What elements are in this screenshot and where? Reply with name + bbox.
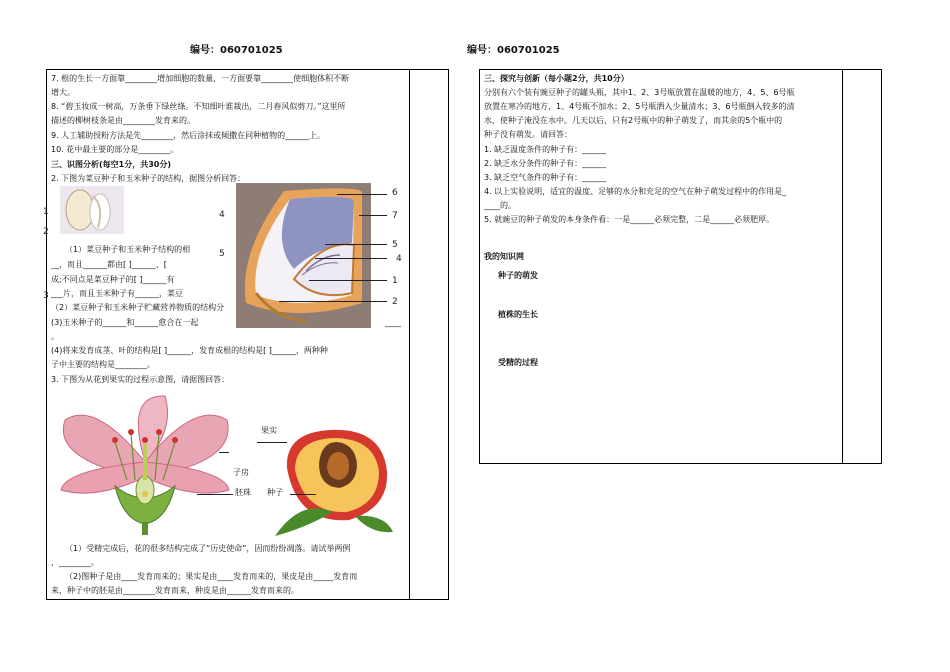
corn-pointer-2 bbox=[279, 301, 387, 302]
question-10: 10. 花中最主要的部分是________。 bbox=[51, 145, 179, 154]
corn-pointer-4 bbox=[315, 258, 387, 259]
label-ovary: 子房 bbox=[233, 468, 249, 477]
flower-pointer-ovary bbox=[219, 452, 229, 453]
part-3-line2: 。 bbox=[51, 332, 59, 341]
corn-pointer-7 bbox=[359, 215, 387, 216]
figure-3-intro: 3. 下图为从花到果实的过程示意图，请据图回答： bbox=[51, 375, 230, 384]
bean-label-2: 2 bbox=[43, 227, 49, 237]
right-worksheet-table bbox=[479, 69, 882, 464]
inquiry-question-4-line1: 4. 以上实验说明，适宜的温度、足够的水分和充足的空气在种子萌发过程中的作用是_ bbox=[484, 187, 787, 196]
inquiry-intro-line4: 种子没有萌发。请回答： bbox=[484, 130, 572, 139]
flower-question-2-line2: 来，种子中的胚是由________发育而来，种皮是由______发育而来的。 bbox=[51, 586, 299, 595]
bean-seed-illustration bbox=[60, 186, 124, 234]
corn-pointer-6 bbox=[337, 194, 387, 195]
part-3-line1: (3)玉米种子的______和______愈合在一起 bbox=[51, 318, 199, 327]
fruit-pointer-seed bbox=[290, 494, 316, 495]
part-1-line1: （1）菜豆种子和玉米种子结构的相 bbox=[65, 245, 191, 254]
corn-label-1: 1 bbox=[392, 276, 398, 286]
corn-label-6: 6 bbox=[392, 188, 398, 198]
label-fruit: 果实 bbox=[261, 426, 277, 435]
inquiry-question-5: 5. 就豌豆的种子萌发的本身条件看：一是______必须完整，二是______必须肥厚。 bbox=[484, 215, 775, 224]
corn-label-left-4: 4 bbox=[219, 210, 225, 220]
question-8-line2: 描述的柳树枝条是由________发育来的。 bbox=[51, 116, 195, 125]
inquiry-question-4-line2: ____的。 bbox=[484, 201, 516, 210]
inquiry-intro-line2: 放置在寒冷的地方，1、4号瓶不加水；2、5号瓶洒入少量清水；3、6号瓶倒入较多的清 bbox=[484, 102, 795, 111]
bean-label-1: 1 bbox=[43, 207, 49, 217]
label-seed: 种子 bbox=[267, 488, 283, 497]
flower-illustration bbox=[55, 390, 235, 535]
figure-2-intro: 2. 下图为菜豆种子和玉米种子的结构，据图分析回答： bbox=[51, 174, 246, 183]
flower-question-2-line1: （2)图种子是由____发育而来的；果实是由____发育而来的，果皮是由_____发育而 bbox=[65, 572, 358, 581]
part-3-line1-tail: ____ bbox=[385, 318, 401, 327]
document-code-right: 编号：060701025 bbox=[467, 45, 560, 56]
knowledge-network-heading: 我的知识网 bbox=[484, 252, 524, 261]
flower-question-1-line1: （1）受精完成后，花的很多结构完成了“历史使命”，因而纷纷凋落。请试举两例 bbox=[65, 544, 351, 553]
part-2-line: （2）菜豆种子和玉米种子贮藏营养物质的结构分 bbox=[51, 303, 225, 312]
flower-pointer-ovule bbox=[197, 494, 233, 495]
flower-question-1-line2: ，________。 bbox=[51, 558, 99, 567]
corn-label-4: 4 bbox=[396, 254, 402, 264]
bean-label-3: 3 bbox=[43, 291, 49, 301]
knowledge-item-fertilization: 受精的过程 bbox=[498, 358, 538, 367]
corn-label-left-5: 5 bbox=[219, 249, 225, 259]
inquiry-section-heading: 三、探究与创新（每小题2分，共10分） bbox=[484, 74, 629, 83]
question-9: 9. 人工辅助授粉方法是先________，然后涂抹或倾撒在同种植物的______上。 bbox=[51, 131, 326, 140]
left-worksheet-table bbox=[43, 69, 449, 600]
fruit-illustration bbox=[275, 428, 410, 538]
corn-label-7: 7 bbox=[392, 211, 398, 221]
question-7-line2: 增大。 bbox=[51, 88, 75, 97]
corn-label-5: 5 bbox=[392, 240, 398, 250]
part-1-line3: 成;不同点是菜豆种子的[ ]______有 bbox=[51, 275, 175, 284]
section-3-heading: 三、识图分析(每空1分，共30分) bbox=[51, 160, 172, 169]
corn-label-2: 2 bbox=[392, 297, 398, 307]
inquiry-question-1: 1. 缺乏温度条件的种子有：______ bbox=[484, 145, 607, 154]
part-4-line2: 子中主要的结构是________。 bbox=[51, 360, 155, 369]
part-1-line4: ___片，而且玉米种子有______，菜豆 bbox=[51, 289, 183, 298]
inquiry-intro-line1: 分别有六个装有豌豆种子的罐头瓶，其中1、2、3号瓶放置在温暖的地方，4、5、6号瓶 bbox=[484, 88, 795, 97]
corn-seed-illustration bbox=[236, 183, 371, 328]
label-ovule: 胚珠 bbox=[235, 488, 251, 497]
question-8-line1: 8. “碧玉妆成一树高，万条垂下绿丝绦。不知细叶谁裁出，二月春风似剪刀。”这里所 bbox=[51, 102, 346, 111]
part-1-line2: __，而且______都由[ ]______、[ bbox=[51, 260, 167, 269]
right-table-column-divider bbox=[842, 70, 843, 463]
part-4-line1: (4)将来发育成茎、叶的结构是[ ]______，发育成根的结构是[ ]______，两种种 bbox=[51, 346, 328, 355]
inquiry-intro-line3: 水，使种子淹没在水中。几天以后，只有2号瓶中的种子萌发了，而其余的5个瓶中的 bbox=[484, 116, 783, 125]
fruit-pointer-fruit bbox=[257, 442, 287, 443]
corn-pointer-1 bbox=[309, 280, 387, 281]
inquiry-question-2: 2. 缺乏水分条件的种子有：______ bbox=[484, 159, 607, 168]
document-code-left: 编号：060701025 bbox=[190, 45, 283, 56]
inquiry-question-3: 3. 缺乏空气条件的种子有：______ bbox=[484, 173, 607, 182]
knowledge-item-growth: 植株的生长 bbox=[498, 310, 538, 319]
corn-pointer-5 bbox=[325, 244, 387, 245]
knowledge-item-germination: 种子的萌发 bbox=[498, 271, 538, 280]
question-7-line1: 7. 根的生长一方面靠________增加细胞的数量，一方面要靠________使细胞体积不断 bbox=[51, 74, 350, 83]
